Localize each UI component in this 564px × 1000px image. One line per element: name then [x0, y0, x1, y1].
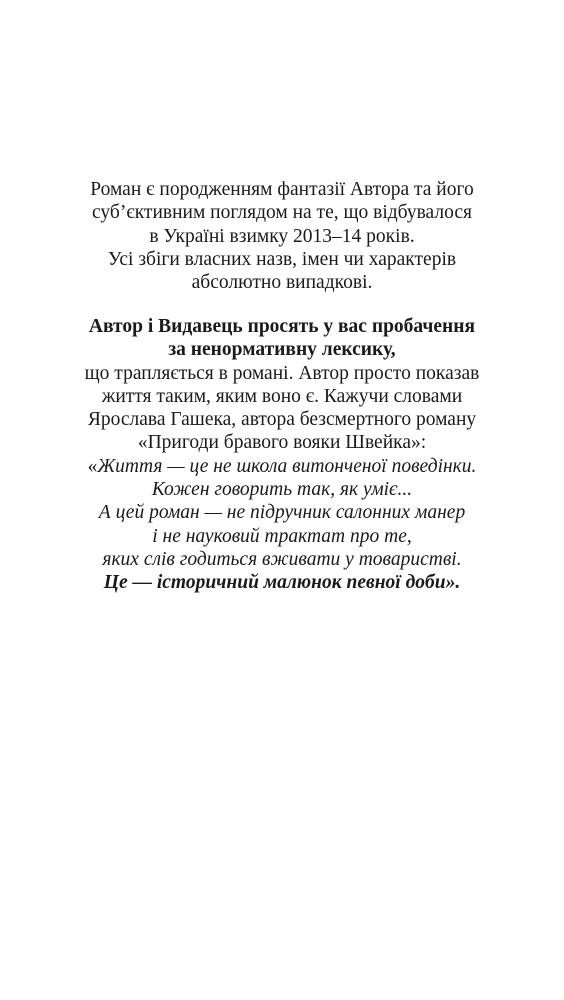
quote-line: А цей роман — не підручник салонних манер: [98, 502, 466, 524]
apology-heading-line: за ненормативну лексику,: [168, 339, 396, 361]
quote-line: [0, 455, 564, 478]
disclaimer-line: Усі збіги власних назв, імен чи характерів: [107, 248, 457, 270]
disclaimer-line: Роман є породженням фантазії Автора та його: [90, 179, 474, 200]
quote-open-mark: «: [87, 455, 98, 477]
disclaimer-line: суб’єктивним поглядом на те, що відбувалося: [92, 202, 472, 224]
apology-heading-line: Автор і Видавець просять у вас пробачення: [88, 316, 476, 337]
quote-line: Кожен говорить так, як уміє...: [151, 479, 413, 501]
disclaimer-paragraph: [0, 178, 564, 294]
apology-text-line: Ярослава Гашека, автора безсмертного роману: [87, 409, 477, 431]
quote-line: яких слів годиться вживати у товаристві.: [102, 548, 462, 570]
apology-paragraph: [0, 315, 564, 595]
apology-text-line: «Пригоди бравого вояки Швейка»:: [137, 432, 427, 454]
quote-line: і не науковий трактат про те,: [152, 525, 412, 547]
apology-text-line: життя таким, яким воно є. Кажучи словами: [101, 385, 463, 407]
disclaimer-line: абсолютно випадкові.: [191, 272, 373, 294]
disclaimer-line: в Україні взимку 2013–14 років.: [149, 225, 415, 247]
quote-text: Життя — це не школа витонченої поведінки.: [97, 455, 477, 477]
apology-text-line: що трапляється в романі. Автор просто показав: [84, 362, 480, 384]
quote-final-line: Це — історичний малюнок певної доби».: [103, 572, 461, 594]
